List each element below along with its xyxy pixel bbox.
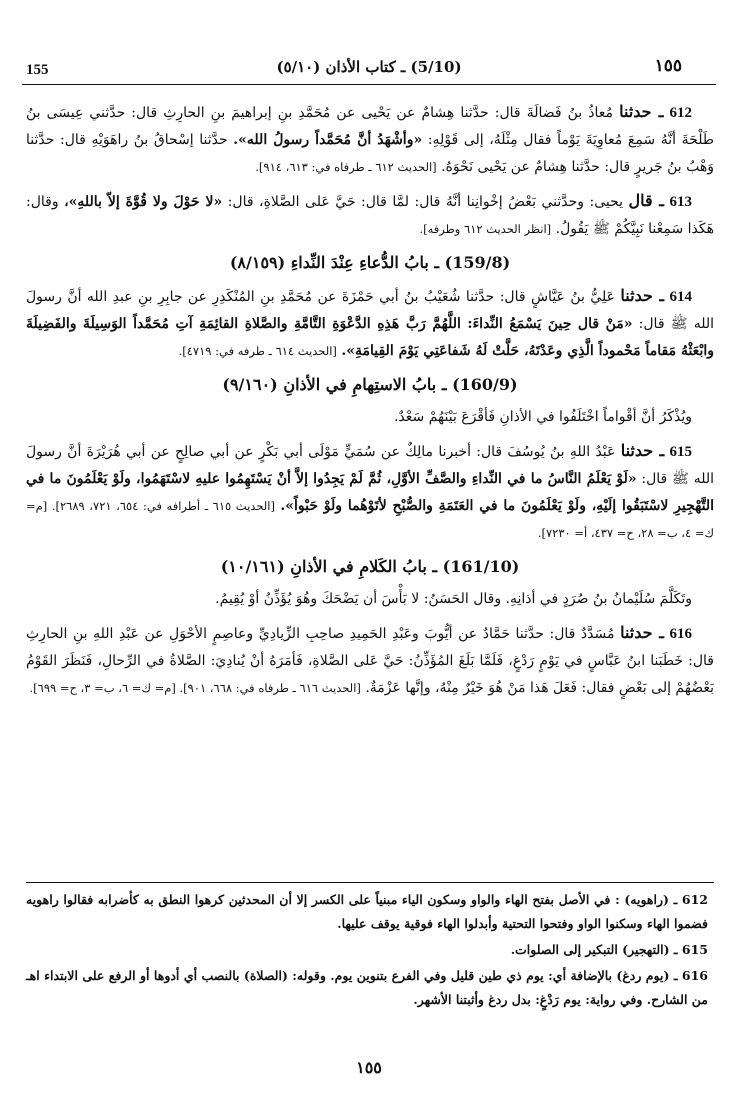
footnotes-rule: [26, 882, 714, 883]
hadith-613: [26, 187, 714, 243]
chapter-intro-161: وتَكَلَّمَ سُلَيْمانُ بنُ صُرَدٍ في أذانِهِ. وقال الحَسَنُ: لا بَأْسَ أن يَضْحَكَ وهُوَ يُؤَذِّنُ أوْ يُقِيمُ.: [215, 591, 692, 607]
hadith-quote: «وأشْهَدُ أنَّ مُحَمَّداً رسولُ الله».: [233, 132, 423, 148]
chapter-intro-160: ويُذْكَرُ أنَّ أقْواماً اخْتَلَفُوا في الأذانِ فَأقْرَعَ بَيْنَهُمْ سَعْدٌ.: [393, 409, 692, 425]
page-number-arabic: ١٥٥: [654, 56, 682, 76]
chapter-heading-161: (161/10) ـ بابُ الكَلامِ في الأذانِ (١٠/١٦١): [220, 557, 520, 576]
hadith-text-2: حدَّثنا إسْحاقُ بنُ راهَوَيْهِ قال: حدَّثنا وَهْبُ بنُ جَريرٍ قال: حدَّثنا هِشامٌ عن يَحْيى نَحْوَهُ.: [26, 132, 714, 175]
footnote-616: 616 ـ (يوم ردغ) بالإضافة أي: يوم ذي طين قليل وفي الفرع بتنوين يوم. وقوله: (الصلاة) بالنصب أي أدوها أو الرفع على الابتداء اهـ من الشارح. وفي رواية: يوم رَدْغٍ: بدل ردغ وأثبتنا الأشهر.: [26, 968, 708, 1007]
hadith-text: يحيى: وحدَّثني بَعْضُ إخْوانِنا أنَّهُ قال: لمَّا قال: حَيَّ عَلى الصَّلاةِ، قال:: [227, 194, 624, 210]
hadith-text: عَبْدُ اللهِ بنُ يُوسُفَ قال: أخبرنا مالِكٌ عن سُمَيٍّ مَوْلَى أبي بَكْرٍ عن أبي صالِحٍ عن أبي هُرَيْرَةَ أنَّ رسولَ الله ﷺ قال:: [26, 444, 714, 487]
footnote-615: 615 ـ (التهجير) التبكير إلى الصلوات.: [510, 942, 708, 957]
main-text: [26, 98, 714, 708]
hadith-quote: «لا حَوْلَ ولا قُوَّةَ إلاّ باللهِ»،: [64, 194, 223, 210]
hadith-lead: ـ حدثنا: [619, 102, 664, 121]
hadith-quote: «مَنْ قال حِينَ يَسْمَعُ النِّداءَ: اللَّهُمَّ رَبَّ هَذِهِ الدَّعْوَةِ التَّامَّةِ والصَّلاةِ القائِمَةِ آتِ مُحَمَّداً الوَسِيلَةَ والفَضِيلَةَ وابْعَثْهُ مَقاماً مَحْموداً الَّذِي وعَدْتَهُ، حَلَّتْ لَهُ شَفاعَتِي يَوْمَ القِيامَةِ».: [26, 316, 714, 359]
hadith-number: 612: [669, 105, 693, 121]
hadith-reference: [الحديث ٦١٤ ـ طرفه في: ٤٧١٩].: [178, 344, 337, 358]
page-number-latin: 155: [26, 62, 49, 78]
hadith-lead: ـ حدثنا: [620, 286, 665, 305]
hadith-614: [26, 282, 714, 365]
hadith-text-2: وقال: هَكَذا سَمِعْنا نَبِيَّكُمْ ﷺ يَقُولُ.: [26, 194, 714, 237]
hadith-text: مُسَدَّدٌ قال: حدَّثنا حَمَّادٌ عن أيُّوبَ وعَبْدِ الحَمِيدِ صاحِبِ الزِّيادِيِّ وعاصِمٍ الأحْوَلِ عن عَبْدِ اللهِ بنِ الحارِثِ قال: خَطَبَنا ابنُ عَبَّاسٍ في يَوْمٍ رَدْغٍ، فَلَمَّا بَلَغَ المُؤَذِّنُ: حَيَّ عَلى الصَّلاةِ، فَأمَرَهُ أنْ يُنادِيَ: الصَّلاةُ في الرِّحالِ، فَنَظَرَ القَوْمُ بَعْضُهُمْ إلى بَعْضٍ فقال: فَعَلَ هَذا مَنْ هُوَ خَيْرٌ مِنْهُ، وإنَّها عَزْمَةٌ.: [26, 626, 714, 696]
footnotes: [26, 888, 708, 1014]
footer-page-number: ١٥٥: [356, 1058, 382, 1077]
hadith-number: 613: [669, 194, 692, 210]
hadith-616: [26, 619, 714, 702]
hadith-612: [26, 98, 714, 181]
hadith-lead: ـ قال: [628, 191, 664, 210]
hadith-615: [26, 437, 714, 547]
hadith-number: 614: [669, 289, 693, 305]
footnote-612: 612 ـ (راهويه) : في الأصل بفتح الهاء والواو وسكون الياء مبنياً على الكسر إلا أن المحدثين كرهوا النطق به كأضرابه فقالوا راهويه فضموا الهاء وسكنوا الواو وفتحوا التحتية وأبدلوا الهاء فوقية يوقف عليها.: [26, 892, 708, 931]
running-title: (5/10) ـ كتاب الأذان (٥/١٠): [276, 58, 462, 76]
hadith-reference: [الحديث ٦١٦ ـ طرفاه في: ٦٦٨، ٩٠١]. [م= ك= ٦، ب= ٣، ح= ٦٩٩].: [29, 681, 361, 695]
chapter-heading-159: (159/8) ـ بابُ الدُّعاءِ عِنْدَ النِّداءِ (٨/١٥٩): [229, 253, 511, 272]
hadith-number: 615: [669, 444, 693, 460]
hadith-lead: ـ حدثنا: [620, 441, 665, 460]
page-header: [22, 50, 716, 86]
hadith-number: 616: [669, 626, 692, 642]
hadith-quote: «لَوْ يَعْلَمُ النَّاسُ ما في النِّداءِ والصَّفِّ الأوَّلِ، ثُمَّ لَمْ يَجِدُوا إلاَّ أنْ يَسْتَهِمُوا عليهِ لاسْتَهَمُوا، ولَوْ يَعْلَمُونَ ما في التَّهْجِيرِ لاسْتَبَقُوا إلَيْهِ، ولَوْ يَعْلَمُونَ ما في العَتَمَةِ والصُّبْحِ لأتَوْهُما ولَوْ حَبْواً».: [26, 471, 715, 514]
hadith-reference: [الحديث ٦١٥ ـ أطرافه في: ٦٥٤، ٧٢١، ٢٦٨٩]. [م= ك= ٤، ب= ٢٨، ح= ٤٣٧، أ= ٧٢٣٠].: [26, 499, 714, 540]
hadith-reference: [الحديث ٦١٢ ـ طرفاه في: ٦١٣، ٩١٤].: [255, 160, 437, 174]
hadith-text: مُعاذُ بنُ فَضالَةَ قال: حدَّثنا هِشامٌ عن يَحْيى عن مُحَمَّدِ بنِ إبراهيمَ بنِ الحارِثِ قال: حدَّثني عِيسَى بنُ طَلْحَةَ أنَّهُ سَمِعَ مُعاوِيَةَ يَوْماً فقال مِثْلَهُ، إلى قَوْلِهِ:: [26, 105, 714, 148]
chapter-heading-160: (160/9) ـ بابُ الاستِهامِ في الأذانِ (٩/١٦٠): [222, 375, 518, 394]
hadith-text: عَلِيُّ بنُ عَيَّاشٍ قال: حدَّثنا شُعَيْبُ بنُ أبي حَمْزَةَ عن مُحَمَّدِ بنِ المُنْكَدِرِ عن جابِرِ بنِ عبدِ الله أنَّ رسولَ الله ﷺ قال:: [26, 289, 714, 332]
hadith-reference: [انظر الحديث ٦١٢ وطرفه].: [419, 222, 552, 236]
header-rule: [22, 84, 716, 85]
hadith-lead: ـ حدثنا: [620, 623, 664, 642]
